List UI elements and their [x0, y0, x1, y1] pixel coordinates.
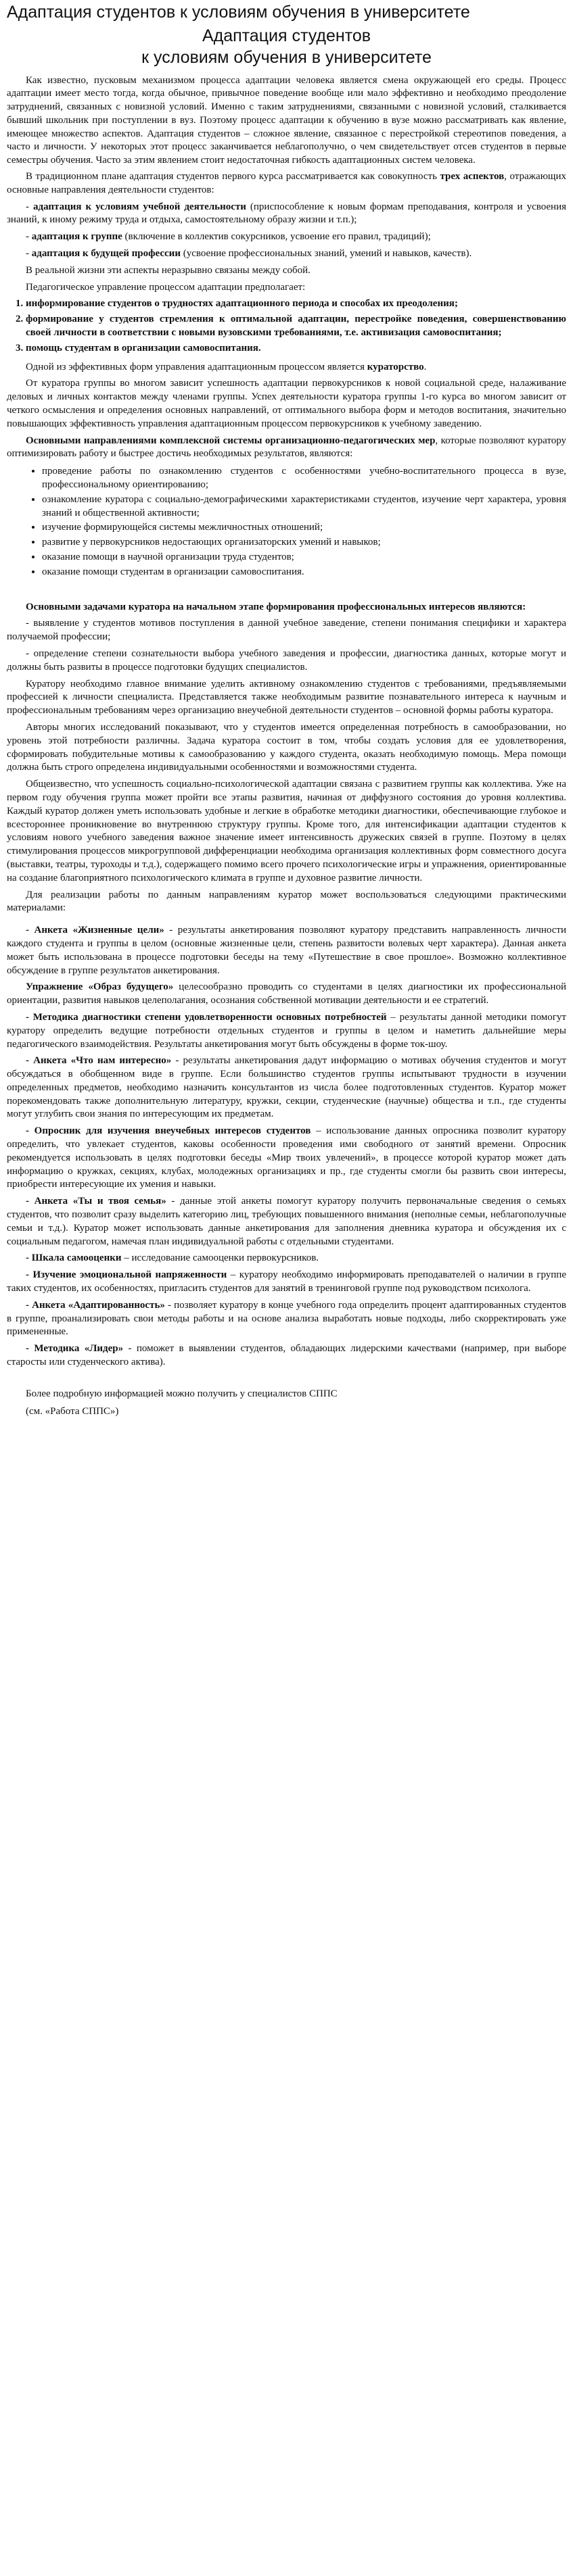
material-item-6-bold: - Анкета «Ты и твоя семья» — [26, 1196, 166, 1207]
curator-tail: . — [423, 361, 427, 372]
aspect-item-3-bold: адаптация к будущей профессии — [31, 248, 181, 260]
goals-list — [7, 297, 566, 355]
article-title-line-1: Адаптация студентов — [202, 26, 371, 45]
body-paragraph-3: Общеизвестно, что успешность социально-психологической адаптации связана с развитием группы как коллектива. Уже на первом году обучения группа может пройти все этапы развития, начиная от диффузного состояния до уровня коллектива. Каждый куратор должен уметь использовать удобные и легкие в обработке методики диагностики, обеспечивающие глубокое и всестороннее проникновение во внутреннюю структуру группы. Кроме того, для интенсификации адаптации студентов к условиям нового учебного заведения важное значение имеет интенсивность дружеских связей в группе. Поэтому в целях стимулирования процессов микрогрупповой дифференциации необходима организация коллективных форм совместного досуга (выставки, театры, туроходы и т.д.), содержащего помимо всего прочего психологические игры и упражнения, ориентированные на создание благоприятного психологического климата в группе и духовное развитие личности. — [7, 779, 566, 883]
aspects-intro-text: В традиционном плане адаптация студентов первого курса рассматривается как совокупность — [26, 171, 440, 183]
aspect-item-1: - адаптация к условиям учебной деятельности (приспособление к новым формам преподавания, контроля и усвоения знаний, к иному режиму труда и отдыха, самостоятельному образу жизни и т.п.); — [7, 201, 567, 226]
material-item-1-text: - результаты анкетирования позволяют куратору представить направленность личности каждого студента и группы в целом (основные жизненные цели, степень развитости волевых черт характера). Данная анкета может быть использована в процессе подготовки беседы на тему «Путешествие в свое прошлое». Возможно коллективное обсуждение в группе результатов анкетирования. — [7, 925, 567, 976]
tasks-heading-bold: Основными задачами куратора на начальном этапе формирования профессиональных интересов являются: — [26, 601, 526, 612]
page-title: Адаптация студентов к условиям обучения в университете — [7, 3, 470, 22]
aspect-item-1-text: (приспособление к новым формам преподавания, контроля и усвоения знаний, к иному режиму труда и отдыха, самостоятельному образу жизни и т.п.); — [7, 201, 567, 226]
goal-item-2: 2. формирование у студентов стремления к оптимальной адаптации, перестройке поведения, совершенствованию своей личности в соответствии с новыми вузовскими требованиями, т.е. активизация самовоспитания; — [26, 313, 566, 340]
article-title-line-2: к условиям обучения в университете — [141, 48, 432, 67]
real-life-paragraph: В реальной жизни эти аспекты неразрывно связаны между собой. — [26, 264, 311, 276]
more-info-text: Более подробную информацией можно получить у специалистов СППС — [26, 1388, 338, 1399]
curator-bold: кураторство — [367, 361, 424, 372]
ped-management-paragraph: Педагогическое управление процессом адаптации предполагает: — [26, 281, 306, 293]
direction-item-3: • изучение формирующейся системы межличностных отношений; — [42, 521, 566, 535]
direction-item-2: • ознакомление куратора с социально-демографическими характеристиками студентов, изучение черт характера, уровня знаний и общественной активности; — [42, 493, 566, 520]
direction-item-6: • оказание помощи студентам в организации самовоспитания. — [42, 566, 566, 579]
see-link-text[interactable]: (см. «Работа СППС») — [26, 1405, 119, 1417]
aspect-item-3: - адаптация к будущей профессии (усвоение профессиональных знаний, умений и навыков, качеств). — [26, 248, 472, 260]
curator-text: Одной из эффективных форм управления адаптационным процессом является — [26, 361, 367, 372]
material-item-8-text: – куратору необходимо информировать преподавателей о наличии в группе таких студентов, их особенностях, пригласить студентов для занятий в тренинговой группе под руководством психолога. — [7, 1269, 566, 1294]
material-item-10-text: - поможет в выявлении студентов, обладающих лидерскими качествами (например, при выборе старосты или студенческого актива). — [7, 1343, 566, 1368]
material-item-6-text: - данные этой анкеты помогут куратору получить первоначальные сведения о семьях студентов, что позволит сразу выделить категорию лиц, требующих повышенного внимания (неполные семьи, неблагополучные семьи и т.д.). Куратор может использовать данные анкетирования для заполнения дневника куратора и обсуждения их с социальным педагогом, намечая план индивидуальной работы с отдельными студентами. — [7, 1196, 566, 1247]
material-item-1-bold: - Анкета «Жизненные цели» — [26, 925, 164, 936]
aspects-intro-paragraph — [7, 170, 566, 197]
material-item-9 — [7, 1299, 566, 1339]
aspect-item-1-bold: адаптация к условиям учебной деятельности — [33, 201, 246, 212]
material-item-2-text: целесообразно проводить со студентами в целях диагностики их профессиональной ориентации, развития навыков целеполагания, осознания собственной мотивации деятельности и ее стратегий. — [7, 981, 566, 1006]
material-item-10 — [7, 1342, 566, 1369]
material-item-9-bold: - Анкета «Адаптированность» — [26, 1299, 165, 1311]
directions-bold: Основными направлениями комплексной системы организационно-педагогических мер — [26, 435, 436, 446]
task-item-1: - выявление у студентов мотивов поступления в данной учебное заведение, степени понимания специфики и характера получаемой профессии; — [7, 618, 566, 643]
aspect-item-2-bold: адаптация к группе — [31, 231, 122, 243]
material-item-3 — [7, 1011, 566, 1051]
material-item-7 — [7, 1252, 566, 1265]
material-item-10-bold: - Методика «Лидер» — [26, 1343, 124, 1355]
material-item-7-bold: - Шкала самооценки — [26, 1253, 122, 1264]
body-paragraph-2: Авторы многих исследований показывают, что у студентов имеется определенная потребность в самообразовании, но уровень этой потребности различны. Задача куратора состоит в том, чтобы создать условия для ее удовлетворения, сформировать побудительные мотивы к самообразованию у каждого студента, оказать необходимую помощь. Мера помощи должна быть строго определена индивидуальными особенностями и возможностями студента. — [7, 721, 566, 773]
intro-paragraph: Как известно, пусковым механизмом процесса адаптации человека является смена окружающей его среды. Процесс адаптации имеет место тогда, когда обычное, привычное поведение вообще или мало эффективно и необходимо преодоление затруднений, связанных с новизной условий. Именно с таким затруднениями, связанными с новизной условий, сталкивается бывший школьник при поступлении в вуз. Поэтому процесс адаптации к обучению в вузе можно рассматривать как явление, имеющее множество аспектов. Адаптация студентов – сложное явление, связанное с перестройкой стереотипов поведения, а часто и личности. У некоторых этот процесс заканчивается неблагополучно, о чем свидетельствует отсев студентов в первые семестры обучения. Часто за этим явлением стоит недостаточная гибкость адаптационных систем человека. — [7, 74, 566, 166]
aspect-item-2: - адаптация к группе (включение в коллектив сокурсников, усвоение его правил, традиций); — [26, 231, 431, 243]
task-item-2: - определение степени сознательности выбора учебного заведения и профессии, диагностика данных, которые могут и должны быть развиты в процессе подготовки будущих специалистов. — [7, 648, 566, 673]
material-item-8 — [7, 1269, 566, 1296]
aspect-item-2-text: (включение в коллектив сокурсников, усвоение его правил, традиций); — [122, 231, 431, 243]
direction-item-4: • развитие у первокурсников недостающих организаторских умений и навыков; — [42, 536, 566, 550]
curator-role-paragraph: От куратора группы во многом зависит успешность адаптации первокурсников к новой социальной среде, налаживание деловых и личных контактов между членами группы. Успех деятельности куратора группы 1-го курса во многом зависит от четкого осмысления и определения основных направлений, от оптимального выбора форм и методов воспитания, значительно повышающих эффективность управления адаптационным процессом первокурсников к учебному заведению. — [7, 378, 566, 429]
directions-list — [7, 465, 566, 579]
material-item-5-text: – использование данных опросника позволит куратору определить, что увлекает студентов, каковы особенности проведения ими свободного от занятий времени. Опросник рекомендуется использовать в целях подготовки беседы «Мир твоих увлечений», в процессе которой куратор может дать информацию о кружках, секциях, клубах, молодежных организациях и пр., где студенты смогли бы развить свои интересы, приобрести интересующие их умения и навыки. — [7, 1125, 566, 1190]
directions-text: , которые позволяют куратору оптимизировать работу и быстрее достичь необходимых результатов, являются: — [7, 435, 567, 460]
material-item-8-bold: - Изучение эмоциональной напряженности — [26, 1269, 227, 1281]
material-item-4-text: - результаты анкетирования дадут информацию о мотивах обучения студентов и могут обсуждаться в обобщенном виде в группе. Если большинство студентов группы испытывают трудности в изучении определенных предметов, необходимо назначить консультантов из числа более подготовленных студентов. Куратор может порекомендовать также дополнительную литературу, кружки, секции, студенческие (научные) общества и т.п., где студенты могут углубить свои знания по интересующим их предметам. — [7, 1055, 567, 1120]
material-item-5 — [7, 1125, 566, 1192]
section-spacer — [7, 586, 566, 601]
material-item-5-bold: - Опросник для изучения внеучебных интересов студентов — [26, 1125, 311, 1137]
tasks-heading — [7, 601, 566, 614]
curator-paragraph — [7, 361, 566, 374]
direction-item-5: • оказание помощи в научной организации труда студентов; — [42, 551, 566, 564]
goal-item-3: 3. помощь студентам в организации самовоспитания. — [26, 342, 566, 356]
material-item-4 — [7, 1054, 566, 1121]
material-item-9-text: - позволяет куратору в конце учебного года определить процент адаптированных студентов в группе, проанализировать свои методы работы и на основе анализа выработать новые подходы, либо скорректировать уже примененные. — [7, 1299, 566, 1338]
aspects-intro-tail: , отражающих основные направления деятельности студентов: — [7, 171, 566, 195]
material-item-2-bold: Упражнение «Образ будущего» — [26, 981, 174, 993]
directions-paragraph — [7, 435, 566, 462]
material-item-1 — [7, 924, 566, 977]
aspect-item-3-text: (усвоение профессиональных знаний, умений и навыков, качеств). — [180, 248, 472, 260]
direction-item-1: • проведение работы по ознакомлению студентов с особенностями учебно-воспитательного процесса в вузе, профессиональному ориентированию; — [42, 465, 566, 492]
material-item-3-text: – результаты данной методики помогут куратору определить ведущие потребности отдельных студентов и группы в целом и наметить дальнейшие меры педагогического взаимодействия. Результаты анкетирования могут быть обсуждены в форме ток-шоу. — [7, 1011, 566, 1050]
material-item-7-text: – исследование самооценки первокурсников. — [121, 1253, 319, 1264]
material-item-6 — [7, 1195, 566, 1248]
goal-item-1: 1. информирование студентов о трудностях адаптационного периода и способах их преодоления; — [26, 297, 566, 311]
body-paragraph-1: Куратору необходимо главное внимание уделить активному ознакомлению студентов с требованиями, предъявляемыми профессией к личности специалиста. Представляется также необходимым развитие познавательного интереса к научным и профессиональным требованиям через организацию внеучебной деятельности студентов – основной формы работы куратора. — [7, 678, 566, 716]
material-item-2 — [7, 981, 566, 1008]
material-item-3-bold: - Методика диагностики степени удовлетворенности основных потребностей — [26, 1011, 387, 1023]
materials-spacer — [7, 919, 566, 924]
aspects-intro-bold: трех аспектов — [440, 171, 505, 183]
body-paragraph-4: Для реализации работы по данным направлениям куратор может воспользоваться следующими практическими материалами: — [7, 889, 566, 914]
material-item-4-bold: - Анкета «Что нам интересно» — [26, 1055, 172, 1067]
footer-spacer — [7, 1373, 566, 1388]
